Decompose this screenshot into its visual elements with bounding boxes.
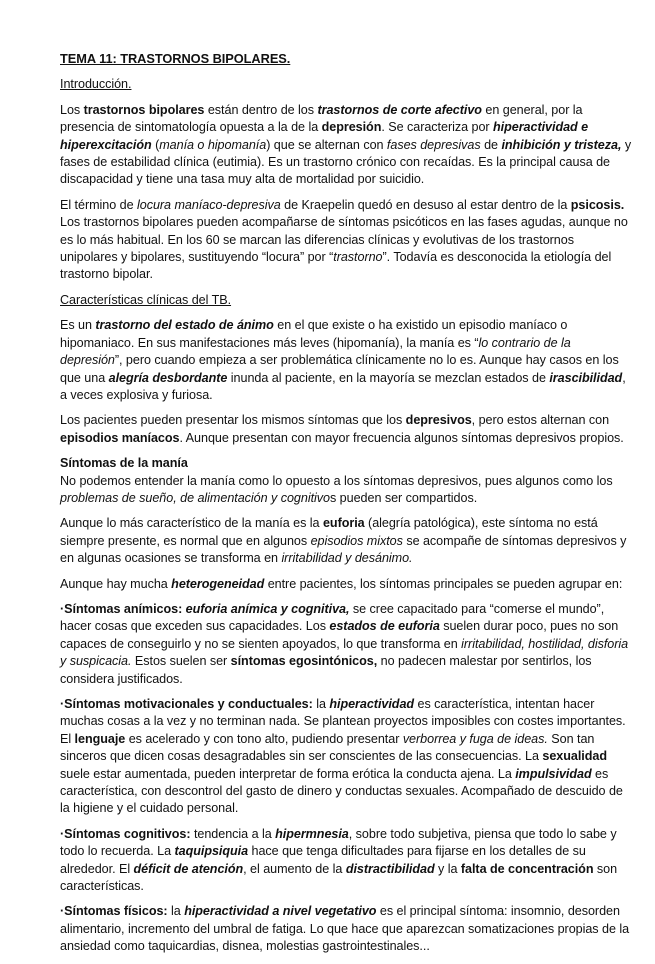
text-run: locura maníaco-depresiva bbox=[137, 197, 281, 212]
text-run: y la bbox=[434, 861, 461, 876]
paragraph bbox=[60, 197, 634, 284]
text-run: tendencia a la bbox=[190, 826, 276, 841]
text-run: depresión bbox=[321, 120, 382, 135]
text-run: déficit de atención bbox=[133, 861, 244, 876]
text-run: ( bbox=[151, 137, 160, 152]
text-run: Es un bbox=[60, 318, 96, 333]
text-run: , pero estos alternan con bbox=[471, 413, 610, 428]
text-run: suele estar aumentada, pueden interpretar de forma erótica la conducta ajena. La bbox=[60, 766, 516, 781]
text-run: manía o hipomanía bbox=[159, 137, 267, 152]
paragraph bbox=[60, 576, 634, 593]
text-run: episodios maníacos bbox=[60, 430, 180, 445]
text-run: episodios mixtos bbox=[310, 533, 403, 548]
text-run: y fases de estabilidad clínica (eutimia). Es un trastorno crónico con recaídas. Es la principal causa de discapacidad y tiene una tasa muy alta de mortalidad por suicidio. bbox=[60, 137, 632, 187]
text-run: hiperactividad a nivel vegetativo bbox=[184, 904, 377, 919]
text-run: hiperactividad e hiperexcitación bbox=[60, 120, 589, 152]
text-run: heterogeneidad bbox=[171, 576, 265, 591]
text-run: no padecen malestar por sentirlos, los considera justificados. bbox=[60, 654, 592, 686]
text-run: ·Síntomas anímicos: bbox=[60, 601, 186, 616]
text-run: Son tan sinceros que dicen cosas desagradables sin ser conscientes de las consecuencias. La bbox=[60, 731, 595, 764]
text-run: . Se caracteriza por bbox=[381, 120, 493, 135]
paragraph bbox=[60, 317, 634, 404]
text-run: psicosis. bbox=[570, 197, 625, 212]
text-run: ·Síntomas físicos: bbox=[60, 904, 168, 919]
text-run: suelen durar poco, pues no son capaces de conseguirlo y no se sienten apoyados, lo que transforma en bbox=[60, 619, 619, 651]
text-run: falta de concentración bbox=[460, 861, 594, 876]
text-run: No podemos entender la manía como lo opuesto a los síntomas depresivos, pues algunos como los bbox=[60, 473, 613, 488]
text-run: depresivos bbox=[405, 413, 472, 428]
paragraph-symptoms-cognitive bbox=[60, 826, 634, 896]
paragraph-symptoms-motivational bbox=[60, 696, 634, 818]
text-run: es característica, intentan hacer muchas cosas a la vez y no terminan nada. Se plantean proyectos imposibles con costes importantes. El bbox=[60, 697, 626, 746]
text-run: verborrea y fuga de ideas. bbox=[402, 731, 548, 746]
text-run: es acelerado y con tono alto, pudiendo presentar bbox=[125, 731, 403, 746]
text-run: ·Síntomas cognitivos: bbox=[60, 826, 191, 841]
document-page bbox=[60, 50, 634, 964]
text-run: Los bbox=[60, 102, 84, 117]
text-run: ·Síntomas motivacionales y conductuales: bbox=[60, 697, 313, 711]
text-run: irritabilidad, hostilidad, disforia y suspicacia. bbox=[60, 636, 629, 669]
text-run: Los trastornos bipolares pueden acompañarse de síntomas psicóticos en las fases agudas, aunque no es lo más habitual. En los 60 se marcan las diferencias clínicas y evolutivas de los trastornos unipolares y bipolares, sustituyendo “locura” por “ bbox=[60, 215, 628, 265]
text-run: de bbox=[480, 137, 502, 152]
text-run: es característica, con descontrol del gasto de dinero y conductas sexuales. Acompañado de descuido de la higiene y el cuidado personal. bbox=[60, 766, 623, 816]
text-run: estados de euforia bbox=[329, 619, 440, 634]
text-run: lo contrario de la depresión bbox=[60, 335, 571, 368]
text-run: Aunque hay mucha bbox=[60, 576, 172, 591]
text-run: fases depresivas bbox=[386, 137, 481, 152]
text-run: inhibición y tristeza, bbox=[501, 137, 622, 152]
text-run: , el aumento de la bbox=[243, 861, 346, 876]
text-run: irritabilidad y desánimo. bbox=[281, 551, 413, 566]
paragraph bbox=[60, 515, 634, 567]
text-run: lenguaje bbox=[74, 731, 126, 746]
text-run: se acompañe de síntomas depresivos y en algunas ocasiones se transforma en bbox=[60, 533, 627, 566]
paragraph bbox=[60, 412, 634, 447]
text-run: problemas de sueño, de alimentación y cognitivo bbox=[60, 490, 330, 505]
text-run: la bbox=[312, 697, 330, 711]
text-run: impulsividad bbox=[515, 766, 592, 781]
text-run: trastornos bipolares bbox=[83, 102, 205, 117]
text-run: inunda al paciente, en la mayoría se mezclan estados de bbox=[227, 370, 550, 385]
text-run: sexualidad bbox=[542, 749, 607, 764]
text-run: , sobre todo subjetiva, piensa que todo lo sabe y todo lo recuerda. La bbox=[60, 826, 617, 859]
text-run: síntomas egosintónicos, bbox=[230, 654, 378, 669]
text-run: están dentro de los bbox=[204, 102, 318, 117]
text-run: Aunque lo más característico de la manía es la bbox=[60, 516, 323, 531]
text-run: en general, por la presencia de sintomatología opuesta a la de la bbox=[60, 102, 583, 135]
text-run: entre pacientes, los síntomas principales se pueden agrupar en: bbox=[264, 576, 623, 591]
text-run: euforia bbox=[322, 516, 365, 531]
text-run: es el principal síntoma: insomnio, desorden alimentario, incremento del umbral de fatiga. Lo que hace que aparezcan somatizaciones propias de la ansiedad como taquicardias, disnea, molestias gastrointestinales... bbox=[60, 904, 630, 954]
paragraph bbox=[60, 473, 634, 508]
section-heading-introduction: Introducción. bbox=[60, 77, 132, 92]
text-run: hiperactividad bbox=[329, 697, 415, 711]
section-heading-clinical-features: Características clínicas del TB. bbox=[60, 292, 232, 307]
text-run: Los pacientes pueden presentar los mismos síntomas que los bbox=[60, 413, 406, 428]
text-run: alegría desbordante bbox=[108, 370, 228, 385]
text-run: en el que existe o ha existido un episodio maníaco o hipomaniaco. En sus manifestaciones más leves (hipomanía), la manía es “ bbox=[60, 318, 568, 350]
paragraph-symptoms-mood bbox=[60, 601, 634, 688]
text-run: la bbox=[167, 904, 185, 919]
text-run: ) que se alternan con bbox=[266, 137, 387, 152]
text-run: son características. bbox=[60, 861, 618, 894]
text-run: El término de bbox=[60, 197, 137, 212]
text-run: Estos suelen ser bbox=[131, 654, 231, 669]
text-run: taquipsiquia bbox=[174, 844, 249, 859]
text-run: ”. Todavía es desconocida la etiología del trastorno bipolar. bbox=[60, 250, 612, 282]
text-run: trastorno bbox=[333, 250, 383, 265]
text-run: euforia anímica y cognitiva, bbox=[185, 601, 350, 616]
document-title: TEMA 11: TRASTORNOS BIPOLARES. bbox=[60, 51, 291, 66]
subheading-mania-symptoms: Síntomas de la manía bbox=[60, 456, 188, 471]
text-run: hace que tenga dificultades para fijarse en los detalles de su alrededor. El bbox=[60, 844, 586, 876]
text-run: , a veces explosiva y furiosa. bbox=[60, 370, 626, 402]
text-run: se cree capacitado para “comerse el mundo”, hacer cosas que exceden sus capacidades. Los bbox=[60, 601, 605, 634]
text-run: s pueden ser compartidos. bbox=[329, 490, 478, 505]
text-run: (alegría patológica), este síntoma no está siempre presente, es normal que en algunos bbox=[60, 516, 598, 548]
text-run: trastorno del estado de ánimo bbox=[95, 318, 274, 333]
paragraph-symptoms-physical bbox=[60, 903, 634, 955]
text-run: de Kraepelin quedó en desuso al estar dentro de la bbox=[280, 197, 571, 212]
text-run: hipermnesia bbox=[275, 826, 349, 841]
text-run: ”, pero cuando empieza a ser problemática clínicamente no lo es. Aunque hay casos en los que una bbox=[60, 353, 619, 385]
text-run: irascibilidad bbox=[549, 370, 623, 385]
text-run: trastornos de corte afectivo bbox=[317, 102, 482, 117]
text-run: distractibilidad bbox=[345, 861, 435, 876]
paragraph bbox=[60, 102, 634, 189]
text-run: . Aunque presentan con mayor frecuencia algunos síntomas depresivos propios. bbox=[179, 430, 624, 445]
